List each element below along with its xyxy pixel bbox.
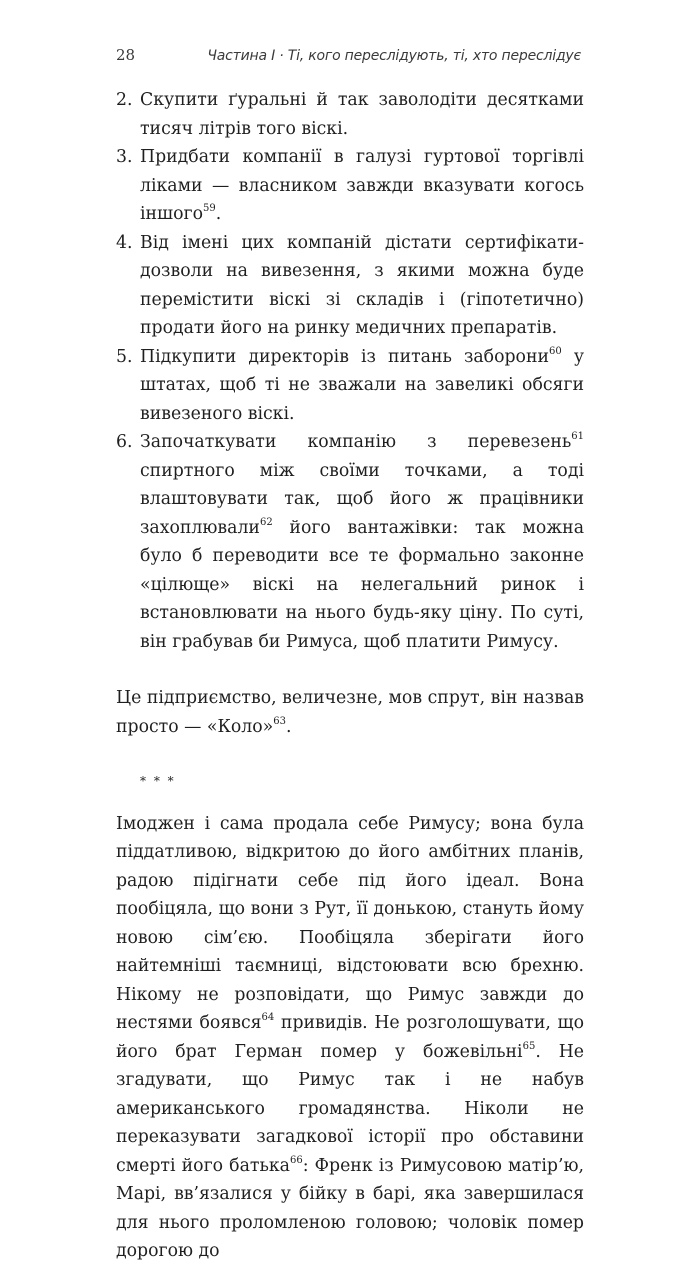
footnote-ref[interactable]: 63 (273, 715, 286, 727)
running-title: Частина I · Ті, кого переслідують, ті, хто переслідує (207, 48, 581, 64)
page-body (116, 86, 584, 1266)
section-separator: * * * (140, 774, 176, 788)
list-text: Від імені цих компаній дістати сертифікати-дозволи на вивезення, з якими можна буде перемістити віскі зі складів і (гіпотетично) продати його на ринку медичних препаратів. (140, 232, 584, 338)
list-item (116, 343, 584, 429)
page-number: 28 (116, 46, 136, 64)
list-text: Започаткувати компанію з перевезень$^{61}$ спиртного між своїми точками, а тоді влаштовувати так, щоб його ж працівники захоплювали$^{62}$ його вантажівки: так можна було б переводити все те формально законне «цілюще» віскі на нелегальний ринок і встановлювати на нього будь-яку ціну. По суті, він грабував би Римуса, щоб платити Римусу. (140, 431, 584, 652)
list-number: 6. (116, 432, 133, 452)
body-paragraph: Імоджен і сама продала себе Римусу; вона була піддатливою, відкритою до його амбітних планів, радою підігнати себе під його ідеал. Вона пообіцяла, що вони з Рут, її донькою, стануть йому новою сім’єю. Пообіцяла зберігати його найтемніші таємниці, відстоювати всю брехню. Нікому не розповідати, що Римус завжди до нестями боявся$^{64}$ привидів. Не розголошувати, що його брат Герман помер у божевільні$^{65}$. Не згадувати, що Римус так і не набув американського громадянства. Ніколи не переказувати загадкової історії про обставини смерті його батька$^{66}$: Френк із Римусовою матір’ю, Марі, вв’язалися у бійку в барі, яка завершилася для нього проломленою головою; чоловік помер дорогою до (116, 813, 584, 1261)
list-text: Придбати компанії в галузі гуртової торгівлі ліками — власником завжди вказувати когось іншого$^{59}$. (140, 147, 584, 224)
list-number: 5. (116, 346, 133, 367)
footnote-ref[interactable]: 66 (289, 1154, 303, 1166)
page-header (116, 46, 581, 64)
footnote-ref[interactable]: 62 (259, 516, 273, 528)
list-item (116, 229, 584, 343)
list-item (116, 86, 584, 143)
list-item (116, 143, 584, 229)
summary-paragraph: Це підприємство, величезне, мов спрут, він назвав просто — «Коло»$^{63}$. (116, 688, 584, 737)
footnote-ref[interactable]: 60 (549, 345, 562, 357)
list-number: 4. (116, 232, 133, 253)
footnote-ref[interactable]: 59 (202, 203, 216, 215)
plan-list (116, 86, 584, 656)
footnote-ref[interactable]: 61 (571, 431, 584, 443)
list-number: 3. (116, 147, 133, 167)
footnote-ref[interactable]: 65 (522, 1040, 536, 1052)
list-text: Скупити ґуральні й так заволодіти десятками тисяч літрів того віскі. (140, 90, 584, 139)
list-number: 2. (116, 90, 133, 110)
footnote-ref[interactable]: 64 (261, 1012, 275, 1024)
list-text: Підкупити директорів із питань заборони$^{60}$ у штатах, щоб ті не зважали на завеликі обсяги вивезеного віскі. (140, 345, 584, 424)
list-item (116, 428, 584, 656)
